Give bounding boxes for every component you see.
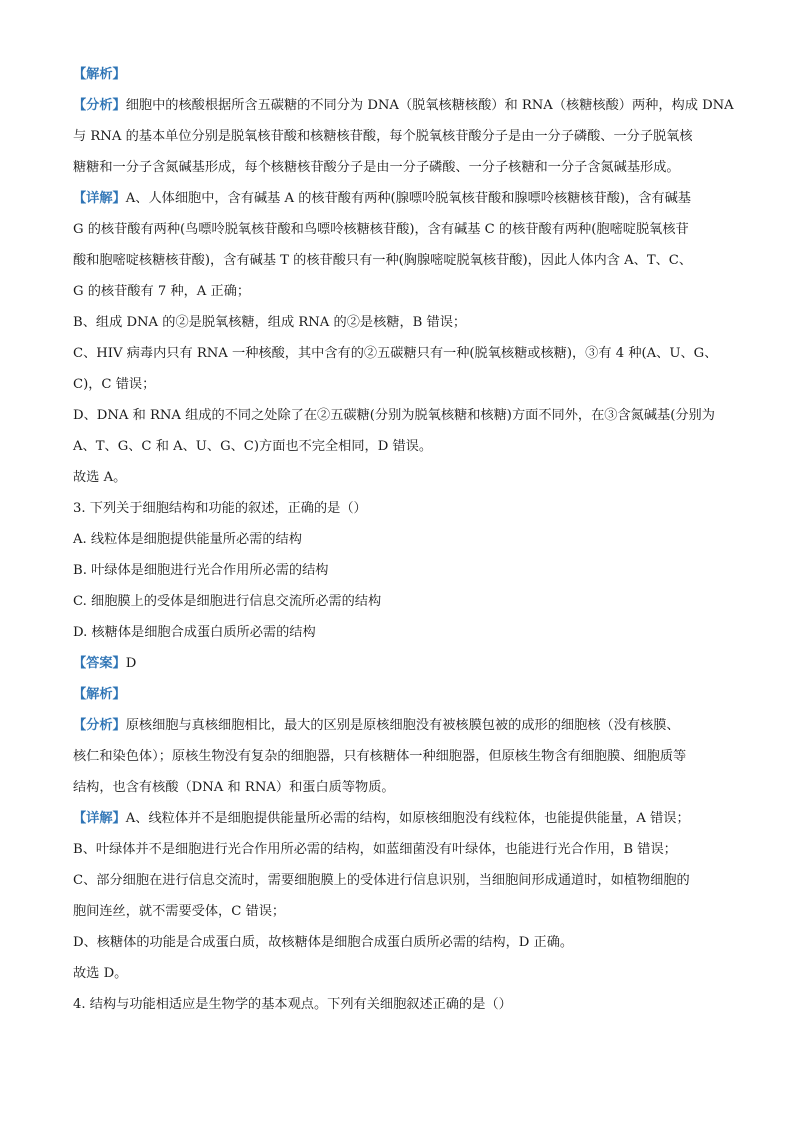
q2-xiangjie-line-7: C)，C 错误； — [73, 377, 156, 392]
q2-xiangjie-line-3: 酸和胞嘧啶核糖核苷酸)，含有碱基 T 的核苷酸只有一种(胸腺嘧啶脱氧核苷酸)，因此人体内含 A、T、C、 — [73, 253, 693, 268]
q3-option-b: B. 叶绿体是细胞进行光合作用所必需的结构 — [73, 563, 329, 578]
q3-option-c: C. 细胞膜上的受体是细胞进行信息交流所必需的结构 — [73, 594, 382, 609]
q2-analysis-tag: 【解析】 — [73, 67, 126, 82]
q3-fenxi-line-1: 【分析】原核细胞与真核细胞相比，最大的区别是原核细胞没有被核膜包被的成形的细胞核（没有核膜、 — [73, 718, 680, 733]
q3-xiangjie-line-5: D、核糖体的功能是合成蛋白质，故核糖体是细胞合成蛋白质所必需的结构，D 正确。 — [73, 935, 574, 950]
q3-xiangjie-tag: 【详解】 — [73, 811, 126, 826]
q3-conclusion: 故选 D。 — [73, 966, 128, 981]
q4-stem: 4. 结构与功能相适应是生物学的基本观点。下列有关细胞叙述正确的是（） — [73, 997, 512, 1012]
q2-xiangjie-line-1: 【详解】A、人体细胞中，含有碱基 A 的核苷酸有两种(腺嘌呤脱氧核苷酸和腺嘌呤核糖核苷酸)，含有碱基 — [73, 191, 691, 206]
q3-xiangjie-line-1: 【详解】A、线粒体并不是细胞提供能量所必需的结构，如原核细胞没有线粒体，也能提供能量，A 错误； — [73, 811, 690, 826]
q3-answer-tag: 【答案】 — [73, 656, 126, 671]
q3-analysis-tag: 【解析】 — [73, 687, 126, 702]
q2-xiangjie-line-9: A、T、G、C 和 A、U、G、C)方面也不完全相同，D 错误。 — [73, 439, 433, 454]
q2-xiangjie-line-4: G 的核苷酸有 7 种，A 正确； — [73, 284, 251, 299]
q3-xiangjie-line-3: C、部分细胞在进行信息交流时，需要细胞膜上的受体进行信息识别，当细胞间形成通道时，如植物细胞的 — [73, 873, 690, 888]
q2-xiangjie-tag: 【详解】 — [73, 191, 126, 206]
q2-xiangjie-line-5: B、组成 DNA 的②是脱氧核糖，组成 RNA 的②是核糖，B 错误； — [73, 315, 467, 330]
q3-stem: 3. 下列关于细胞结构和功能的叙述，正确的是（） — [73, 501, 367, 516]
q3-xiangjie-line-2: B、叶绿体并不是细胞进行光合作用所必需的结构，如蓝细菌没有叶绿体，也能进行光合作用，B 错误； — [73, 842, 677, 857]
q2-fenxi-line-2: 与 RNA 的基本单位分别是脱氧核苷酸和核糖核苷酸，每个脱氧核苷酸分子是由一分子磷酸、一分子脱氧核 — [73, 129, 693, 144]
q2-fenxi-line-3: 糖糖和一分子含氮碱基形成，每个核糖核苷酸分子是由一分子磷酸、一分子核糖和一分子含氮碱基形成。 — [73, 160, 680, 175]
q2-fenxi-tag: 【分析】 — [73, 98, 126, 113]
q3-xiangjie-line-4: 胞间连丝，就不需要受体，C 错误； — [73, 904, 286, 919]
q2-xiangjie-line-6: C、HIV 病毒内只有 RNA 一种核酸，其中含有的②五碳糖只有一种(脱氧核糖或核糖)，③有 4 种(A、U、G、 — [73, 346, 718, 361]
q3-fenxi-tag: 【分析】 — [73, 718, 126, 733]
q2-xiangjie-line-8: D、DNA 和 RNA 组成的不同之处除了在②五碳糖(分别为脱氧核糖和核糖)方面不同外，在③含氮碱基(分别为 — [73, 408, 715, 423]
q2-conclusion: 故选 A。 — [73, 470, 127, 485]
q2-xiangjie-line-2: G 的核苷酸有两种(鸟嘌呤脱氧核苷酸和鸟嘌呤核糖核苷酸)，含有碱基 C 的核苷酸有两种(胞嘧啶脱氧核苷 — [73, 222, 689, 237]
q2-fenxi-line-1: 【分析】细胞中的核酸根据所含五碳糖的不同分为 DNA（脱氧核糖核酸）和 RNA（核糖核酸）两种，构成 DNA — [73, 98, 734, 113]
q3-fenxi-line-3: 结构，也含有核酸（DNA 和 RNA）和蛋白质等物质。 — [73, 780, 395, 795]
q3-option-d: D. 核糖体是细胞合成蛋白质所必需的结构 — [73, 625, 316, 640]
q3-fenxi-line-2: 核仁和染色体）；原核生物没有复杂的细胞器，只有核糖体一种细胞器，但原核生物含有细胞膜、细胞质等 — [73, 749, 687, 764]
q3-answer — [73, 655, 733, 673]
q3-option-a: A. 线粒体是细胞提供能量所必需的结构 — [73, 532, 302, 547]
q3-answer-value: D — [125, 656, 137, 671]
